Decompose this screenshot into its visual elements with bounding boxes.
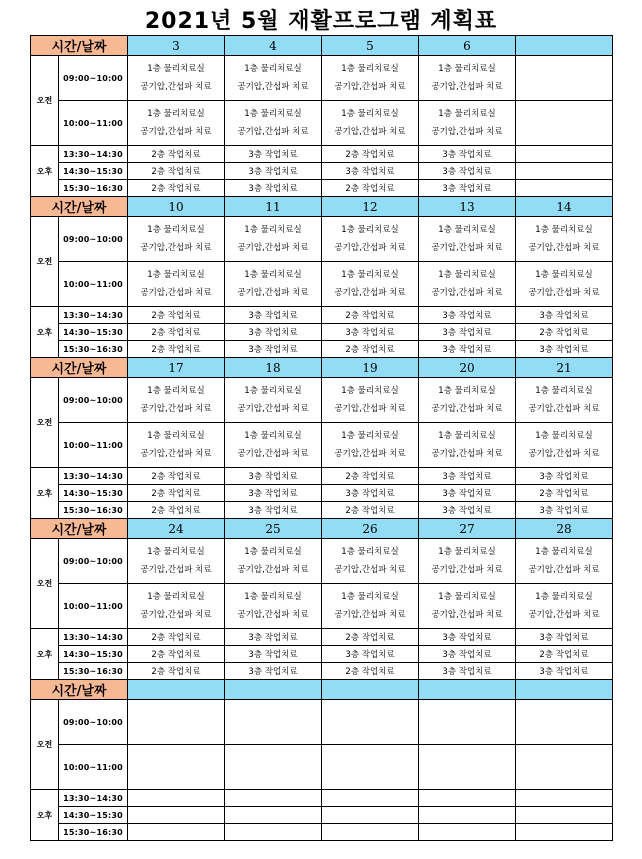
pm-activity-cell: 3층 작업치료 bbox=[225, 646, 322, 663]
am-activity-cell bbox=[128, 101, 225, 146]
pm-activity-cell bbox=[516, 790, 613, 807]
pm-activity-cell: 3층 작업치료 bbox=[516, 629, 613, 646]
activity-treatment: 공기압,간섭파 치료 bbox=[237, 610, 309, 620]
time-slot: 10:00~11:00 bbox=[59, 745, 128, 790]
pm-row bbox=[31, 646, 613, 663]
activity-location: 1층 물리치료실 bbox=[244, 386, 302, 396]
activity-location: 1층 물리치료실 bbox=[341, 547, 399, 557]
time-slot: 14:30~15:30 bbox=[59, 324, 128, 341]
pm-activity-cell: 3층 작업치료 bbox=[419, 485, 516, 502]
time-slot: 09:00~10:00 bbox=[59, 539, 128, 584]
activity-treatment: 공기압,간섭파 치료 bbox=[140, 243, 212, 253]
activity-treatment: 공기압,간섭파 치료 bbox=[334, 404, 406, 414]
activity-treatment: 공기압,간섭파 치료 bbox=[431, 127, 503, 137]
activity-treatment: 공기압,간섭파 치료 bbox=[334, 449, 406, 459]
schedule-table bbox=[30, 35, 613, 841]
pm-activity-cell: 2층 작업치료 bbox=[322, 663, 419, 680]
am-activity-cell bbox=[322, 423, 419, 468]
am-activity-cell bbox=[322, 217, 419, 262]
pm-activity-cell: 3층 작업치료 bbox=[419, 646, 516, 663]
day-header: 17 bbox=[128, 358, 225, 378]
pm-activity-cell bbox=[322, 807, 419, 824]
activity-location: 1층 물리치료실 bbox=[244, 270, 302, 280]
pm-activity-cell: 2층 작업치료 bbox=[322, 629, 419, 646]
day-header: 21 bbox=[516, 358, 613, 378]
period-pm: 오후 bbox=[31, 468, 59, 519]
am-row bbox=[31, 423, 613, 468]
time-slot: 10:00~11:00 bbox=[59, 262, 128, 307]
am-activity-cell bbox=[322, 378, 419, 423]
activity-location: 1층 물리치료실 bbox=[341, 225, 399, 235]
time-slot: 15:30~16:30 bbox=[59, 663, 128, 680]
activity-treatment: 공기압,간섭파 치료 bbox=[237, 127, 309, 137]
pm-activity-cell: 2층 작업치료 bbox=[128, 180, 225, 197]
am-activity-cell bbox=[419, 584, 516, 629]
am-row bbox=[31, 539, 613, 584]
activity-location: 1층 물리치료실 bbox=[438, 386, 496, 396]
period-am: 오전 bbox=[31, 378, 59, 468]
activity-treatment: 공기압,간섭파 치료 bbox=[140, 127, 212, 137]
period-pm: 오후 bbox=[31, 146, 59, 197]
pm-activity-cell: 3층 작업치료 bbox=[419, 180, 516, 197]
day-header: 24 bbox=[128, 519, 225, 539]
pm-activity-cell: 2층 작업치료 bbox=[128, 629, 225, 646]
am-row bbox=[31, 101, 613, 146]
activity-location: 1층 물리치료실 bbox=[244, 592, 302, 602]
pm-row bbox=[31, 485, 613, 502]
pm-row bbox=[31, 790, 613, 807]
pm-row bbox=[31, 807, 613, 824]
pm-activity-cell: 3층 작업치료 bbox=[419, 663, 516, 680]
am-activity-cell bbox=[516, 56, 613, 101]
activity-treatment: 공기압,간섭파 치료 bbox=[431, 610, 503, 620]
activity-treatment: 공기압,간섭파 치료 bbox=[528, 288, 600, 298]
activity-location: 1층 물리치료실 bbox=[147, 270, 205, 280]
pm-activity-cell bbox=[516, 163, 613, 180]
am-activity-cell bbox=[128, 217, 225, 262]
pm-activity-cell bbox=[516, 824, 613, 841]
activity-location: 1층 물리치료실 bbox=[438, 592, 496, 602]
pm-activity-cell bbox=[128, 790, 225, 807]
activity-treatment: 공기압,간섭파 치료 bbox=[140, 565, 212, 575]
activity-location: 1층 물리치료실 bbox=[341, 431, 399, 441]
am-activity-cell bbox=[128, 378, 225, 423]
activity-location: 1층 물리치료실 bbox=[341, 64, 399, 74]
am-activity-cell bbox=[516, 584, 613, 629]
day-header: 11 bbox=[225, 197, 322, 217]
day-header: 10 bbox=[128, 197, 225, 217]
pm-activity-cell bbox=[516, 180, 613, 197]
am-activity-cell bbox=[516, 700, 613, 745]
activity-treatment: 공기압,간섭파 치료 bbox=[237, 449, 309, 459]
day-header: 13 bbox=[419, 197, 516, 217]
activity-location: 1층 물리치료실 bbox=[147, 386, 205, 396]
activity-treatment: 공기압,간섭파 치료 bbox=[528, 565, 600, 575]
pm-activity-cell bbox=[419, 807, 516, 824]
am-activity-cell bbox=[128, 700, 225, 745]
pm-activity-cell: 3층 작업치료 bbox=[419, 163, 516, 180]
pm-activity-cell bbox=[128, 807, 225, 824]
pm-activity-cell: 2층 작업치료 bbox=[322, 341, 419, 358]
activity-location: 1층 물리치료실 bbox=[535, 431, 593, 441]
am-activity-cell bbox=[225, 262, 322, 307]
activity-treatment: 공기압,간섭파 치료 bbox=[237, 243, 309, 253]
day-header bbox=[225, 680, 322, 700]
day-header bbox=[322, 680, 419, 700]
am-activity-cell bbox=[516, 745, 613, 790]
am-activity-cell bbox=[128, 745, 225, 790]
pm-activity-cell bbox=[225, 790, 322, 807]
am-activity-cell bbox=[419, 745, 516, 790]
pm-activity-cell: 3층 작업치료 bbox=[516, 468, 613, 485]
pm-activity-cell bbox=[516, 146, 613, 163]
activity-location: 1층 물리치료실 bbox=[438, 270, 496, 280]
time-date-label: 시간/날짜 bbox=[31, 197, 128, 217]
activity-treatment: 공기압,간섭파 치료 bbox=[237, 82, 309, 92]
pm-activity-cell: 3층 작업치료 bbox=[419, 468, 516, 485]
activity-treatment: 공기압,간섭파 치료 bbox=[431, 82, 503, 92]
activity-location: 1층 물리치료실 bbox=[147, 64, 205, 74]
am-row bbox=[31, 217, 613, 262]
activity-treatment: 공기압,간섭파 치료 bbox=[528, 243, 600, 253]
am-activity-cell bbox=[322, 262, 419, 307]
pm-activity-cell: 2층 작업치료 bbox=[128, 307, 225, 324]
activity-location: 1층 물리치료실 bbox=[147, 225, 205, 235]
pm-activity-cell: 2층 작업치료 bbox=[128, 163, 225, 180]
activity-treatment: 공기압,간섭파 치료 bbox=[334, 243, 406, 253]
activity-location: 1층 물리치료실 bbox=[244, 225, 302, 235]
activity-treatment: 공기압,간섭파 치료 bbox=[528, 449, 600, 459]
week-header-row bbox=[31, 519, 613, 539]
pm-activity-cell: 2층 작업치료 bbox=[322, 180, 419, 197]
activity-treatment: 공기압,간섭파 치료 bbox=[528, 610, 600, 620]
pm-activity-cell: 3층 작업치료 bbox=[419, 502, 516, 519]
am-activity-cell bbox=[225, 539, 322, 584]
am-activity-cell bbox=[419, 217, 516, 262]
am-activity-cell bbox=[225, 700, 322, 745]
am-activity-cell bbox=[419, 262, 516, 307]
period-pm: 오후 bbox=[31, 629, 59, 680]
pm-row bbox=[31, 324, 613, 341]
pm-activity-cell: 2층 작업치료 bbox=[128, 146, 225, 163]
time-slot: 14:30~15:30 bbox=[59, 485, 128, 502]
am-activity-cell bbox=[419, 101, 516, 146]
pm-activity-cell bbox=[322, 824, 419, 841]
am-row bbox=[31, 378, 613, 423]
pm-activity-cell: 3층 작업치료 bbox=[322, 324, 419, 341]
am-activity-cell bbox=[128, 262, 225, 307]
pm-activity-cell: 3층 작업치료 bbox=[516, 663, 613, 680]
am-activity-cell bbox=[225, 584, 322, 629]
pm-row bbox=[31, 629, 613, 646]
activity-treatment: 공기압,간섭파 치료 bbox=[237, 404, 309, 414]
activity-treatment: 공기압,간섭파 치료 bbox=[431, 404, 503, 414]
activity-location: 1층 물리치료실 bbox=[535, 270, 593, 280]
pm-activity-cell: 2층 작업치료 bbox=[128, 341, 225, 358]
day-header: 6 bbox=[419, 36, 516, 56]
time-slot: 13:30~14:30 bbox=[59, 468, 128, 485]
pm-activity-cell: 3층 작업치료 bbox=[225, 163, 322, 180]
am-activity-cell bbox=[419, 56, 516, 101]
period-am: 오전 bbox=[31, 217, 59, 307]
activity-location: 1층 물리치료실 bbox=[147, 547, 205, 557]
pm-activity-cell: 2층 작업치료 bbox=[128, 468, 225, 485]
period-pm: 오후 bbox=[31, 307, 59, 358]
am-activity-cell bbox=[516, 539, 613, 584]
pm-activity-cell: 2층 작업치료 bbox=[128, 502, 225, 519]
week-header-row bbox=[31, 358, 613, 378]
time-slot: 15:30~16:30 bbox=[59, 341, 128, 358]
pm-activity-cell: 3층 작업치료 bbox=[322, 163, 419, 180]
pm-activity-cell bbox=[225, 807, 322, 824]
day-header: 19 bbox=[322, 358, 419, 378]
am-activity-cell bbox=[516, 423, 613, 468]
time-slot: 09:00~10:00 bbox=[59, 217, 128, 262]
time-slot: 13:30~14:30 bbox=[59, 146, 128, 163]
activity-location: 1층 물리치료실 bbox=[341, 109, 399, 119]
am-activity-cell bbox=[516, 262, 613, 307]
activity-location: 1층 물리치료실 bbox=[244, 547, 302, 557]
am-activity-cell bbox=[419, 378, 516, 423]
activity-location: 1층 물리치료실 bbox=[244, 109, 302, 119]
time-slot: 14:30~15:30 bbox=[59, 163, 128, 180]
pm-activity-cell: 3층 작업치료 bbox=[419, 341, 516, 358]
day-header: 28 bbox=[516, 519, 613, 539]
activity-treatment: 공기압,간섭파 치료 bbox=[140, 610, 212, 620]
am-activity-cell bbox=[128, 539, 225, 584]
time-date-label: 시간/날짜 bbox=[31, 358, 128, 378]
activity-location: 1층 물리치료실 bbox=[438, 64, 496, 74]
am-activity-cell bbox=[419, 700, 516, 745]
day-header: 4 bbox=[225, 36, 322, 56]
pm-activity-cell: 3층 작업치료 bbox=[225, 341, 322, 358]
pm-activity-cell: 3층 작업치료 bbox=[225, 468, 322, 485]
activity-treatment: 공기압,간섭파 치료 bbox=[237, 565, 309, 575]
time-slot: 10:00~11:00 bbox=[59, 423, 128, 468]
activity-treatment: 공기압,간섭파 치료 bbox=[431, 243, 503, 253]
period-am: 오전 bbox=[31, 539, 59, 629]
day-header: 12 bbox=[322, 197, 419, 217]
am-row bbox=[31, 262, 613, 307]
pm-activity-cell: 3층 작업치료 bbox=[225, 146, 322, 163]
pm-row bbox=[31, 180, 613, 197]
am-activity-cell bbox=[225, 101, 322, 146]
pm-row bbox=[31, 468, 613, 485]
time-slot: 13:30~14:30 bbox=[59, 629, 128, 646]
am-row bbox=[31, 56, 613, 101]
time-slot: 09:00~10:00 bbox=[59, 378, 128, 423]
pm-activity-cell: 2층 작업치료 bbox=[128, 646, 225, 663]
day-header: 25 bbox=[225, 519, 322, 539]
day-header: 14 bbox=[516, 197, 613, 217]
pm-activity-cell: 2층 작업치료 bbox=[516, 646, 613, 663]
time-slot: 09:00~10:00 bbox=[59, 700, 128, 745]
pm-activity-cell bbox=[322, 790, 419, 807]
am-activity-cell bbox=[225, 423, 322, 468]
pm-activity-cell: 3층 작업치료 bbox=[225, 502, 322, 519]
day-header bbox=[516, 680, 613, 700]
pm-activity-cell bbox=[225, 824, 322, 841]
day-header: 18 bbox=[225, 358, 322, 378]
pm-activity-cell bbox=[419, 824, 516, 841]
pm-row bbox=[31, 824, 613, 841]
pm-activity-cell: 3층 작업치료 bbox=[419, 146, 516, 163]
am-activity-cell bbox=[419, 423, 516, 468]
activity-location: 1층 물리치료실 bbox=[341, 592, 399, 602]
time-slot: 13:30~14:30 bbox=[59, 790, 128, 807]
pm-activity-cell: 3층 작업치료 bbox=[322, 485, 419, 502]
pm-activity-cell: 3층 작업치료 bbox=[516, 341, 613, 358]
am-activity-cell bbox=[419, 539, 516, 584]
pm-row bbox=[31, 663, 613, 680]
activity-treatment: 공기압,간섭파 치료 bbox=[140, 404, 212, 414]
pm-activity-cell: 3층 작업치료 bbox=[225, 180, 322, 197]
day-header bbox=[419, 680, 516, 700]
time-slot: 10:00~11:00 bbox=[59, 584, 128, 629]
activity-treatment: 공기압,간섭파 치료 bbox=[334, 288, 406, 298]
activity-location: 1층 물리치료실 bbox=[438, 431, 496, 441]
activity-treatment: 공기압,간섭파 치료 bbox=[334, 610, 406, 620]
activity-location: 1층 물리치료실 bbox=[438, 109, 496, 119]
pm-activity-cell: 2층 작업치료 bbox=[128, 663, 225, 680]
pm-activity-cell: 3층 작업치료 bbox=[516, 502, 613, 519]
pm-activity-cell: 3층 작업치료 bbox=[225, 324, 322, 341]
day-header: 26 bbox=[322, 519, 419, 539]
time-slot: 14:30~15:30 bbox=[59, 646, 128, 663]
activity-treatment: 공기압,간섭파 치료 bbox=[431, 565, 503, 575]
activity-treatment: 공기압,간섭파 치료 bbox=[140, 82, 212, 92]
pm-activity-cell: 3층 작업치료 bbox=[225, 629, 322, 646]
pm-activity-cell: 2층 작업치료 bbox=[128, 324, 225, 341]
pm-row bbox=[31, 307, 613, 324]
am-activity-cell bbox=[128, 56, 225, 101]
activity-treatment: 공기압,간섭파 치료 bbox=[334, 565, 406, 575]
activity-treatment: 공기압,간섭파 치료 bbox=[334, 82, 406, 92]
period-am: 오전 bbox=[31, 56, 59, 146]
activity-location: 1층 물리치료실 bbox=[438, 225, 496, 235]
activity-treatment: 공기압,간섭파 치료 bbox=[237, 288, 309, 298]
am-activity-cell bbox=[225, 217, 322, 262]
period-am: 오전 bbox=[31, 700, 59, 790]
pm-activity-cell: 3층 작업치료 bbox=[225, 307, 322, 324]
activity-location: 1층 물리치료실 bbox=[535, 386, 593, 396]
pm-activity-cell: 2층 작업치료 bbox=[128, 485, 225, 502]
pm-row bbox=[31, 163, 613, 180]
am-activity-cell bbox=[516, 217, 613, 262]
activity-treatment: 공기압,간섭파 치료 bbox=[140, 288, 212, 298]
pm-activity-cell: 2층 작업치료 bbox=[516, 485, 613, 502]
am-activity-cell bbox=[128, 423, 225, 468]
pm-activity-cell: 3층 작업치료 bbox=[419, 629, 516, 646]
activity-location: 1층 물리치료실 bbox=[341, 270, 399, 280]
am-activity-cell bbox=[516, 378, 613, 423]
pm-activity-cell: 2층 작업치료 bbox=[322, 146, 419, 163]
time-date-label: 시간/날짜 bbox=[31, 36, 128, 56]
am-activity-cell bbox=[225, 378, 322, 423]
am-activity-cell bbox=[322, 700, 419, 745]
activity-location: 1층 물리치료실 bbox=[535, 547, 593, 557]
day-header bbox=[516, 36, 613, 56]
am-row bbox=[31, 700, 613, 745]
am-activity-cell bbox=[516, 101, 613, 146]
activity-location: 1층 물리치료실 bbox=[535, 225, 593, 235]
week-header-row bbox=[31, 680, 613, 700]
week-header-row bbox=[31, 36, 613, 56]
pm-activity-cell: 3층 작업치료 bbox=[225, 485, 322, 502]
activity-treatment: 공기압,간섭파 치료 bbox=[140, 449, 212, 459]
am-row bbox=[31, 584, 613, 629]
am-activity-cell bbox=[322, 584, 419, 629]
activity-location: 1층 물리치료실 bbox=[341, 386, 399, 396]
activity-location: 1층 물리치료실 bbox=[438, 547, 496, 557]
am-activity-cell bbox=[322, 539, 419, 584]
activity-location: 1층 물리치료실 bbox=[244, 431, 302, 441]
am-activity-cell bbox=[322, 101, 419, 146]
pm-row bbox=[31, 502, 613, 519]
pm-activity-cell bbox=[419, 790, 516, 807]
pm-activity-cell: 3층 작업치료 bbox=[225, 663, 322, 680]
day-header bbox=[128, 680, 225, 700]
time-slot: 14:30~15:30 bbox=[59, 807, 128, 824]
pm-activity-cell: 2층 작업치료 bbox=[322, 307, 419, 324]
pm-activity-cell bbox=[128, 824, 225, 841]
pm-activity-cell: 2층 작업치료 bbox=[516, 324, 613, 341]
day-header: 20 bbox=[419, 358, 516, 378]
activity-location: 1층 물리치료실 bbox=[244, 64, 302, 74]
activity-treatment: 공기압,간섭파 치료 bbox=[431, 449, 503, 459]
am-activity-cell bbox=[225, 56, 322, 101]
time-slot: 15:30~16:30 bbox=[59, 502, 128, 519]
pm-activity-cell: 2층 작업치료 bbox=[322, 468, 419, 485]
pm-activity-cell: 3층 작업치료 bbox=[322, 646, 419, 663]
time-slot: 10:00~11:00 bbox=[59, 101, 128, 146]
pm-row bbox=[31, 146, 613, 163]
pm-row bbox=[31, 341, 613, 358]
pm-activity-cell bbox=[516, 807, 613, 824]
time-date-label: 시간/날짜 bbox=[31, 519, 128, 539]
time-slot: 09:00~10:00 bbox=[59, 56, 128, 101]
am-activity-cell bbox=[128, 584, 225, 629]
activity-location: 1층 물리치료실 bbox=[147, 109, 205, 119]
day-header: 5 bbox=[322, 36, 419, 56]
am-activity-cell bbox=[322, 745, 419, 790]
activity-treatment: 공기압,간섭파 치료 bbox=[334, 127, 406, 137]
pm-activity-cell: 3층 작업치료 bbox=[516, 307, 613, 324]
page-title: 2021년 5월 재활프로그램 계획표 bbox=[144, 9, 498, 34]
am-activity-cell bbox=[225, 745, 322, 790]
day-header: 3 bbox=[128, 36, 225, 56]
pm-activity-cell: 3층 작업치료 bbox=[419, 324, 516, 341]
time-slot: 15:30~16:30 bbox=[59, 824, 128, 841]
time-date-label: 시간/날짜 bbox=[31, 680, 128, 700]
activity-location: 1층 물리치료실 bbox=[147, 592, 205, 602]
day-header: 27 bbox=[419, 519, 516, 539]
pm-activity-cell: 3층 작업치료 bbox=[419, 307, 516, 324]
am-row bbox=[31, 745, 613, 790]
activity-location: 1층 물리치료실 bbox=[147, 431, 205, 441]
period-pm: 오후 bbox=[31, 790, 59, 841]
activity-treatment: 공기압,간섭파 치료 bbox=[528, 404, 600, 414]
activity-location: 1층 물리치료실 bbox=[535, 592, 593, 602]
time-slot: 15:30~16:30 bbox=[59, 180, 128, 197]
pm-activity-cell: 2층 작업치료 bbox=[322, 502, 419, 519]
activity-treatment: 공기압,간섭파 치료 bbox=[431, 288, 503, 298]
time-slot: 13:30~14:30 bbox=[59, 307, 128, 324]
week-header-row bbox=[31, 197, 613, 217]
am-activity-cell bbox=[322, 56, 419, 101]
